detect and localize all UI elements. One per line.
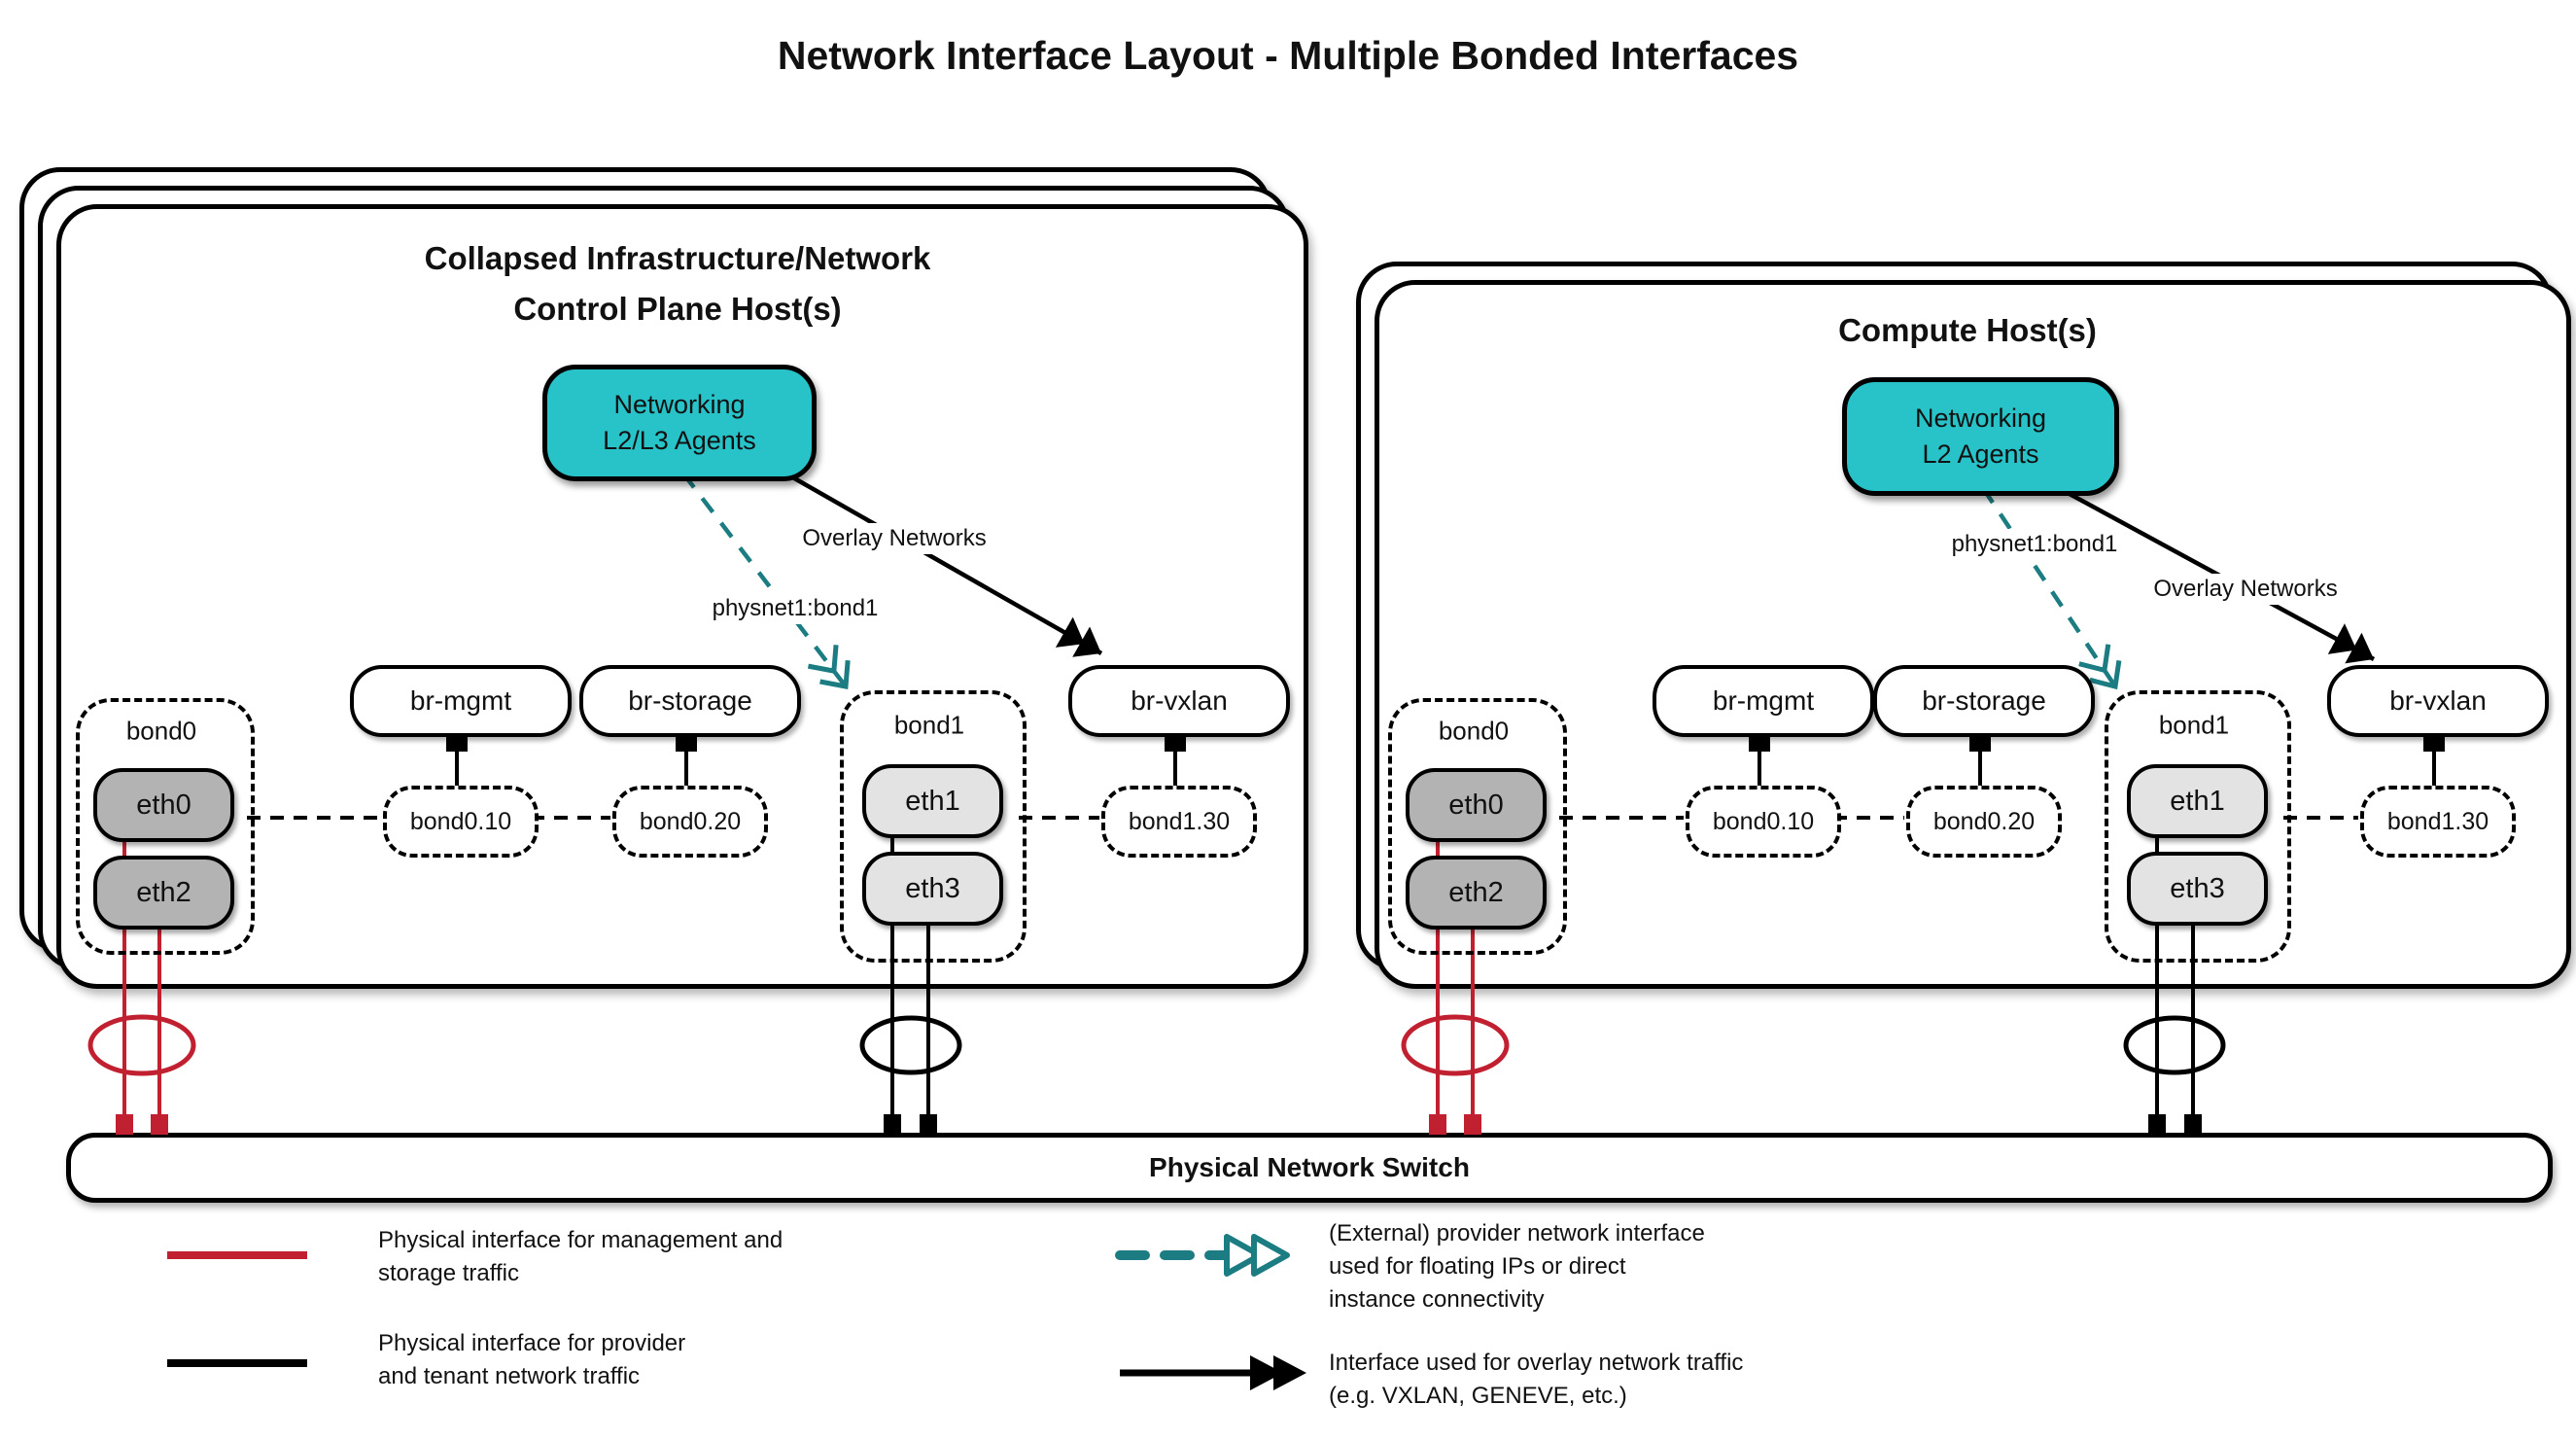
right-eth2-node: eth2 bbox=[1406, 856, 1547, 930]
red-cable-terminals bbox=[116, 1114, 1481, 1135]
right-host-title-line1: Compute Host(s) bbox=[1838, 312, 2097, 348]
left-networking-agents-node bbox=[542, 365, 817, 481]
left-host-title bbox=[386, 233, 969, 334]
left-bond0-10-node: bond0.10 bbox=[383, 786, 539, 858]
right-br-storage-node: br-storage bbox=[1873, 665, 2095, 737]
legend-teal-arrow-text1: (External) provider network interface bbox=[1329, 1220, 1705, 1246]
black-bundle-ellipse-right bbox=[2126, 1018, 2223, 1072]
right-bond1-label: bond1 bbox=[2158, 710, 2230, 740]
right-eth0-node: eth0 bbox=[1406, 768, 1547, 842]
legend-black-arrow-text1: Interface used for overlay network traffic bbox=[1329, 1350, 1744, 1376]
legend-black-line-text1: Physical interface for provider bbox=[378, 1330, 686, 1356]
left-agent-line2: L2/L3 Agents bbox=[603, 426, 756, 455]
legend-black-arrow-text2: (e.g. VXLAN, GENEVE, etc.) bbox=[1329, 1383, 1627, 1409]
right-br-mgmt-node: br-mgmt bbox=[1653, 665, 1874, 737]
bridge-taps-left bbox=[446, 730, 1186, 752]
legend-black-line-text2: and tenant network traffic bbox=[378, 1363, 641, 1389]
red-bundle-ellipse-right bbox=[1404, 1017, 1507, 1073]
left-agent-line1: Networking bbox=[613, 390, 746, 419]
left-host-title-line2: Control Plane Host(s) bbox=[513, 291, 842, 327]
right-bond0-10-node: bond0.10 bbox=[1686, 786, 1841, 858]
overlay-arrow-right bbox=[2046, 481, 2374, 659]
right-physnet-label: physnet1:bond1 bbox=[1944, 529, 2126, 560]
legend-red-line-text1: Physical interface for management and bbox=[378, 1227, 783, 1253]
right-agent-line1: Networking bbox=[1914, 404, 2047, 433]
legend-black-arrow-icon bbox=[1120, 1355, 1306, 1390]
legend-teal-arrow-text2: used for floating IPs or direct bbox=[1329, 1253, 1626, 1280]
left-eth1-node: eth1 bbox=[862, 764, 1003, 838]
right-eth3-node: eth3 bbox=[2127, 852, 2268, 926]
overlay-arrow-left bbox=[776, 468, 1101, 653]
physnet-arrow-left bbox=[683, 474, 846, 686]
left-bond1-30-node: bond1.30 bbox=[1101, 786, 1257, 858]
red-cables bbox=[124, 920, 1473, 1132]
right-overlay-label: Overlay Networks bbox=[2145, 574, 2345, 605]
right-agent-line2: L2 Agents bbox=[1922, 439, 2039, 469]
right-bond0-20-node: bond0.20 bbox=[1906, 786, 2062, 858]
black-bundle-ellipse-left bbox=[862, 1018, 959, 1072]
left-eth3-node: eth3 bbox=[862, 852, 1003, 926]
left-br-mgmt-node: br-mgmt bbox=[350, 665, 572, 737]
legend-red-line-text2: storage traffic bbox=[378, 1260, 519, 1286]
legend-teal-arrow-text3: instance connectivity bbox=[1329, 1286, 1545, 1313]
right-bond0-label: bond0 bbox=[1438, 716, 1510, 746]
diagram-title: Network Interface Layout - Multiple Bonded Interfaces bbox=[777, 33, 1799, 78]
right-br-vxlan-node: br-vxlan bbox=[2327, 665, 2549, 737]
left-overlay-label: Overlay Networks bbox=[794, 523, 993, 554]
switch-label: Physical Network Switch bbox=[1149, 1152, 1470, 1182]
right-bond1-30-node: bond1.30 bbox=[2360, 786, 2516, 858]
left-br-vxlan-node: br-vxlan bbox=[1068, 665, 1290, 737]
red-bundle-ellipse-left bbox=[90, 1017, 193, 1073]
left-physnet-label: physnet1:bond1 bbox=[705, 593, 887, 624]
right-eth1-node: eth1 bbox=[2127, 764, 2268, 838]
left-bond0-20-node: bond0.20 bbox=[612, 786, 768, 858]
bridge-stubs-right bbox=[1759, 727, 2434, 788]
physnet-arrow-right bbox=[1983, 488, 2115, 686]
left-host-title-line1: Collapsed Infrastructure/Network bbox=[424, 240, 931, 276]
black-cable-terminals bbox=[884, 1114, 2202, 1135]
left-bond0-label: bond0 bbox=[125, 716, 197, 746]
right-host-title bbox=[1676, 305, 2259, 356]
legend-teal-dashed-arrow-icon bbox=[1120, 1237, 1287, 1274]
right-networking-agents-node bbox=[1842, 377, 2119, 496]
bridge-stubs-left bbox=[457, 727, 1175, 788]
left-eth0-node: eth0 bbox=[93, 768, 234, 842]
left-eth2-node: eth2 bbox=[93, 856, 234, 930]
left-bond1-label: bond1 bbox=[893, 710, 965, 740]
left-br-storage-node: br-storage bbox=[579, 665, 801, 737]
